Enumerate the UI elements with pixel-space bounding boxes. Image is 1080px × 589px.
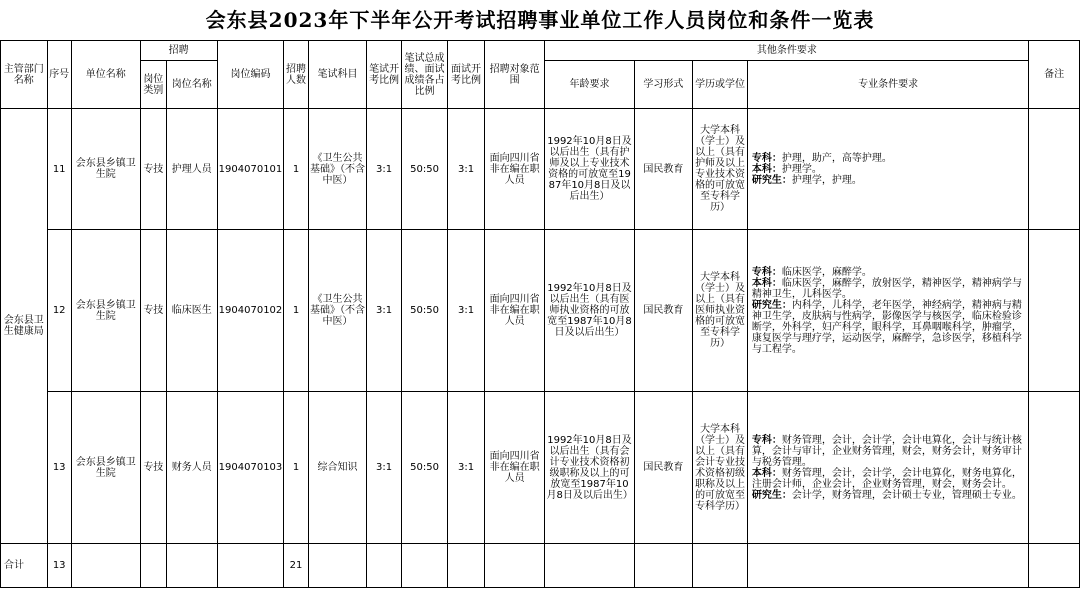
table-row [1,230,1080,392]
header-seq: 序号 [47,41,71,109]
remark-cell [1029,230,1080,392]
age-cell: 1992年10月8日及以后出生（具有医师执业资格的可放宽至1987年10月8日及以后出生） [545,230,634,392]
seq-cell: 12 [47,230,71,392]
edu-cell: 大学本科（学士）及以上（具有护师及以上专业技术资格的可放宽至专科学历） [693,109,748,230]
total-label: 合计 [1,544,48,588]
interview-ratio-cell: 3:1 [448,392,484,544]
header-study: 学习形式 [634,61,693,109]
age-cell: 1992年10月8日及以后出生（具有护师及以上专业技术资格的可放宽至1987年10月8日及以后出生） [545,109,634,230]
header-remark: 备注 [1029,41,1080,109]
target-cell: 面向四川省非在编在职人员 [484,392,545,544]
header-unit: 单位名称 [71,41,140,109]
total-count: 21 [284,544,308,588]
count-cell: 1 [284,230,308,392]
edu-cell: 大学本科（学士）及以上（具有医师执业资格的可放宽至专科学历） [693,230,748,392]
positions-table [0,40,1080,588]
subject-cell: 《卫生公共基础》（不含中医） [308,109,367,230]
interview-ratio-cell: 3:1 [448,230,484,392]
dept-cell: 会东县卫生健康局 [1,109,48,544]
post-name-cell: 临床医生 [166,230,217,392]
major-cell: 专科：财务管理，会计，会计学，会计电算化，会计与统计核算，会计与审计，企业财务管理，财会，财务会计，财务审计与税务管理。 本科：财务管理，会计，会计学，会计电算化，财务电算化，注册会计师，企业会计，企业财务管理，财会，财务会计。 研究生：会计学，财务管理，会计硕士专业，管理硕士专业。 [747,392,1028,544]
header-recruit: 招聘 [140,41,217,61]
target-cell: 面向四川省非在编在职人员 [484,230,545,392]
header-post-name: 岗位名称 [166,61,217,109]
study-cell: 国民教育 [634,109,693,230]
major-cell: 专科：临床医学，麻醉学。 本科：临床医学，麻醉学，放射医学，精神医学，精神病学与精神卫生，儿科医学。 研究生：内科学，儿科学，老年医学，神经病学，精神病与精神卫生学，皮肤病与性病学，影像医学与核医学，临床检验诊断学，外科学，妇产科学，眼科学，耳鼻咽喉科学，肿瘤学，康复医学与理疗学，运动医学，麻醉学，急诊医学，移植科学与工程学。 [747,230,1028,392]
header-count: 招聘人数 [284,41,308,109]
unit-cell: 会东县乡镇卫生院 [71,392,140,544]
header-subject: 笔试科目 [308,41,367,109]
header-score-ratio: 笔试总成绩、面试成绩各占比例 [401,41,448,109]
header-other: 其他条件要求 [545,41,1029,61]
score-ratio-cell: 50:50 [401,392,448,544]
header-written-ratio: 笔试开考比例 [367,41,401,109]
edu-cell: 大学本科（学士）及以上（具有会计专业技术资格初级职称及以上的可放宽至专科学历） [693,392,748,544]
remark-cell [1029,392,1080,544]
post-name-cell: 财务人员 [166,392,217,544]
post-code-cell: 1904070103 [217,392,284,544]
header-dept: 主管部门名称 [1,41,48,109]
total-seq: 13 [47,544,71,588]
score-ratio-cell: 50:50 [401,230,448,392]
total-row [1,544,1080,588]
count-cell: 1 [284,392,308,544]
subject-cell: 《卫生公共基础》（不含中医） [308,230,367,392]
post-type-cell: 专技 [140,392,166,544]
table-row [1,109,1080,230]
page-title: 会东县2023年下半年公开考试招聘事业单位工作人员岗位和条件一览表 [205,8,875,32]
written-ratio-cell: 3:1 [367,109,401,230]
target-cell: 面向四川省非在编在职人员 [484,109,545,230]
study-cell: 国民教育 [634,392,693,544]
count-cell: 1 [284,109,308,230]
score-ratio-cell: 50:50 [401,109,448,230]
post-name-cell: 护理人员 [166,109,217,230]
header-interview-ratio: 面试开考比例 [448,41,484,109]
seq-cell: 11 [47,109,71,230]
major-cell: 专科：护理，助产，高等护理。 本科：护理学。 研究生：护理学，护理。 [747,109,1028,230]
post-code-cell: 1904070101 [217,109,284,230]
post-code-cell: 1904070102 [217,230,284,392]
header-post-type: 岗位类别 [140,61,166,109]
post-type-cell: 专技 [140,230,166,392]
age-cell: 1992年10月8日及以后出生（具有会计专业技术资格初级职称及以上的可放宽至1987年10月8日及以后出生） [545,392,634,544]
header-post-code: 岗位编码 [217,41,284,109]
header-major: 专业条件要求 [747,61,1028,109]
seq-cell: 13 [47,392,71,544]
header-age: 年龄要求 [545,61,634,109]
table-row [1,392,1080,544]
post-type-cell: 专技 [140,109,166,230]
subject-cell: 综合知识 [308,392,367,544]
remark-cell [1029,109,1080,230]
interview-ratio-cell: 3:1 [448,109,484,230]
unit-cell: 会东县乡镇卫生院 [71,109,140,230]
header-edu: 学历或学位 [693,61,748,109]
header-target: 招聘对象范围 [484,41,545,109]
study-cell: 国民教育 [634,230,693,392]
written-ratio-cell: 3:1 [367,230,401,392]
written-ratio-cell: 3:1 [367,392,401,544]
unit-cell: 会东县乡镇卫生院 [71,230,140,392]
